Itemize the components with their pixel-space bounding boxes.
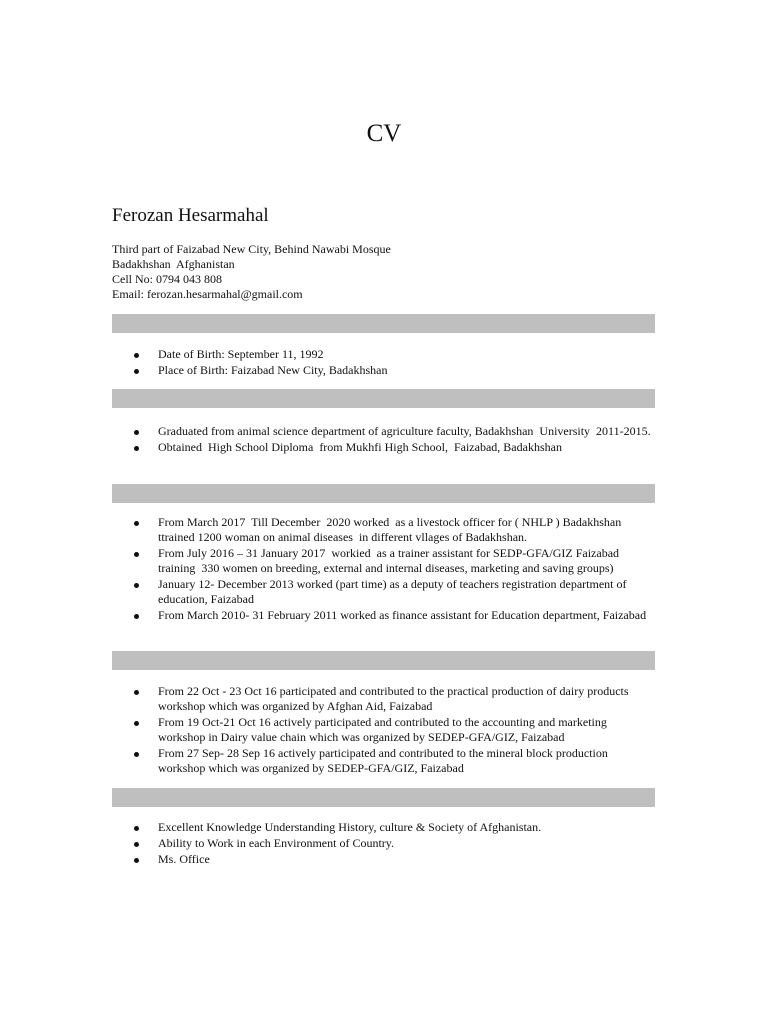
section-header-bar-trainings (112, 651, 655, 670)
list-item: Ability to Work in each Environment of Country. (112, 836, 657, 851)
skills-list (112, 820, 657, 868)
bullet-icon (134, 690, 139, 695)
section-header-bar-education (112, 389, 655, 408)
bullet-icon (134, 353, 139, 358)
list-item: From March 2017 Till December 2020 worked as a livestock officer for ( NHLP ) Badakhshan ttrained 1200 woman on animal diseases in different vllages of Badakhshan. (112, 515, 657, 545)
bullet-icon (134, 614, 139, 619)
list-item: January 12- December 2013 worked (part time) as a deputy of teachers registration department of education, Faizabad (112, 577, 657, 607)
applicant-name: Ferozan Hesarmahal (112, 205, 269, 226)
bullet-icon (134, 826, 139, 831)
bullet-icon (134, 721, 139, 726)
address-line-2: Badakhshan Afghanistan (112, 257, 235, 271)
section-header-bar-experience (112, 484, 655, 503)
bullet-icon (134, 430, 139, 435)
email-address: Email: ferozan.hesarmahal@gmail.com (112, 287, 303, 301)
list-item: Date of Birth: September 11, 1992 (112, 347, 657, 362)
cv-title: CV (366, 120, 402, 147)
bullet-icon (134, 842, 139, 847)
bullet-icon (134, 446, 139, 451)
list-item: Ms. Office (112, 852, 657, 867)
personal-details-list (112, 347, 657, 379)
list-item: From 22 Oct - 23 Oct 16 participated and contributed to the practical production of dairy products workshop which was organized by Afghan Aid, Faizabad (112, 684, 657, 714)
list-item: Excellent Knowledge Understanding History, culture & Society of Afghanistan. (112, 820, 657, 835)
bullet-icon (134, 369, 139, 374)
list-item: Graduated from animal science department of agriculture faculty, Badakhshan University 2011-2015. (112, 424, 657, 439)
education-list (112, 424, 657, 456)
list-item: From July 2016 – 31 January 2017 workied as a trainer assistant for SEDP-GFA/GIZ Faizabad training 330 women on breeding, external and internal diseases, marketing and saving groups) (112, 546, 657, 576)
list-item: From March 2010- 31 February 2011 worked as finance assistant for Education department, Faizabad (112, 608, 657, 623)
trainings-list (112, 684, 657, 777)
bullet-icon (134, 752, 139, 757)
contact-block (112, 242, 391, 302)
section-header-bar-personal (112, 314, 655, 333)
section-header-bar-skills (112, 788, 655, 807)
bullet-icon (134, 583, 139, 588)
bullet-icon (134, 858, 139, 863)
experience-list (112, 515, 657, 624)
list-item: From 19 Oct-21 Oct 16 actively participated and contributed to the accounting and marketing workshop in Dairy value chain which was organized by SEDEP-GFA/GIZ, Faizabad (112, 715, 657, 745)
bullet-icon (134, 552, 139, 557)
list-item: Obtained High School Diploma from Mukhfi High School, Faizabad, Badakhshan (112, 440, 657, 455)
address-line-1: Third part of Faizabad New City, Behind Nawabi Mosque (112, 242, 391, 256)
list-item: Place of Birth: Faizabad New City, Badakhshan (112, 363, 657, 378)
list-item: From 27 Sep- 28 Sep 16 actively participated and contributed to the mineral block production workshop which was organized by SEDEP-GFA/GIZ, Faizabad (112, 746, 657, 776)
bullet-icon (134, 521, 139, 526)
cell-number: Cell No: 0794 043 808 (112, 272, 222, 286)
